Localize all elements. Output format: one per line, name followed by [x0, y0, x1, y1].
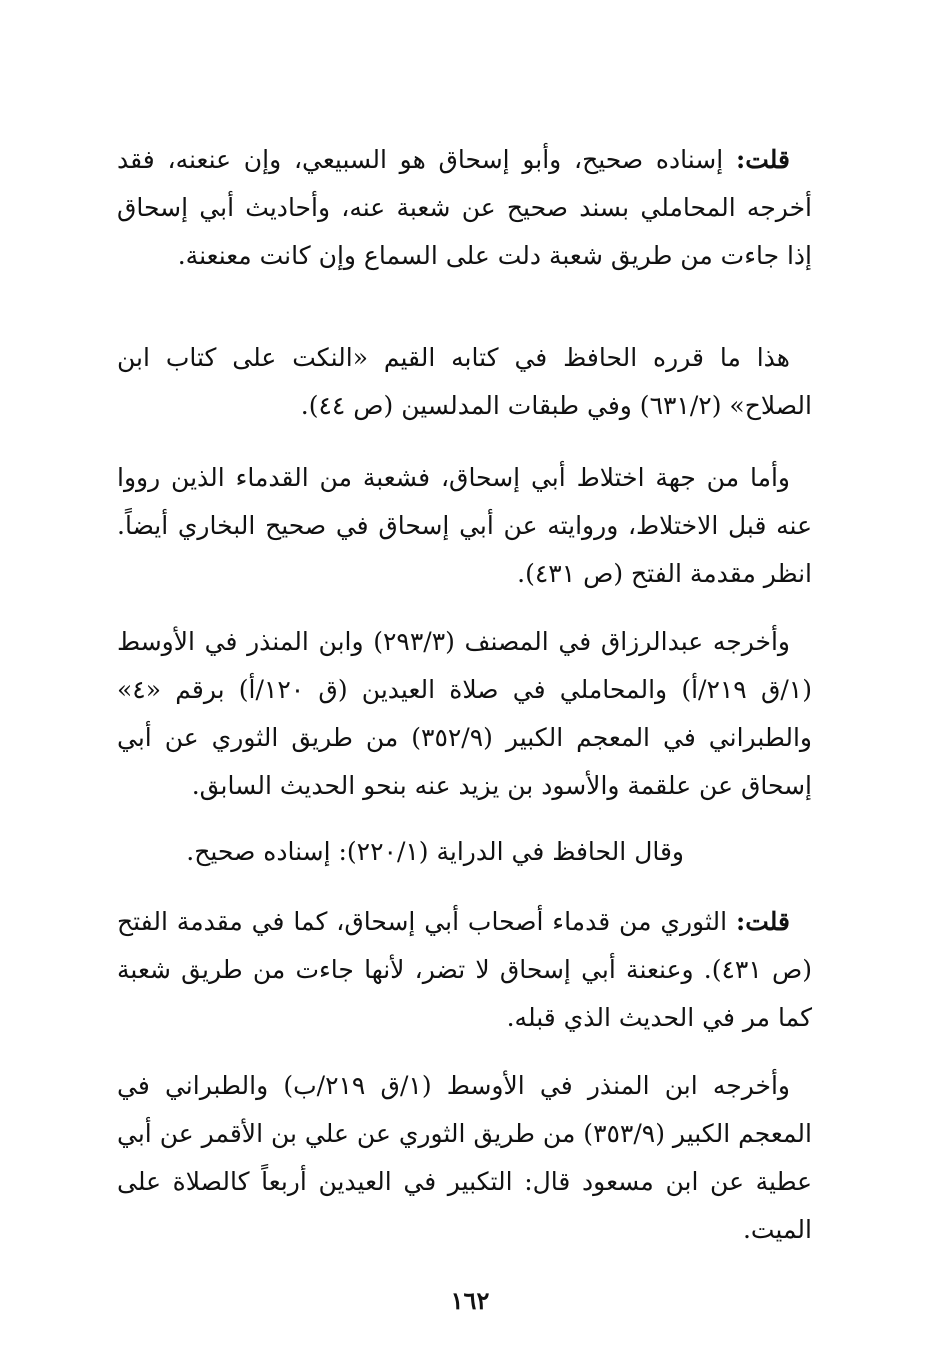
page-number: ١٦٢	[450, 1286, 490, 1315]
paragraph-3	[117, 454, 812, 598]
paragraph-7	[117, 1062, 812, 1254]
paragraph-text: وأما من جهة اختلاط أبي إسحاق، فشعبة من القدماء الذين رووا عنه قبل الاختلاط، وروايته عن أبي إسحاق في صحيح البخاري أيضاً. انظر مقدمة الفتح (ص ٤٣١).	[117, 463, 812, 588]
paragraph-text: إسناده صحيح، وأبو إسحاق هو السبيعي، وإن عنعنه، فقد أخرجه المحاملي بسند صحيح عن شعبة عنه، وأحاديث أبي إسحاق إذا جاءت من طريق شعبة دلت على السماع وإن كانت معنعنة.	[117, 145, 812, 270]
paragraph-2	[117, 334, 812, 430]
paragraph-5	[117, 828, 812, 876]
paragraph-text: الثوري من قدماء أصحاب أبي إسحاق، كما في مقدمة الفتح (ص ٤٣١). وعنعنة أبي إسحاق لا تضر، لأنها جاءت من طريق شعبة كما مر في الحديث الذي قبله.	[117, 907, 812, 1032]
paragraph-text: وأخرجه ابن المنذر في الأوسط (١/ق ٢١٩/ب) والطبراني في المعجم الكبير (٣٥٣/٩) من طريق الثوري عن علي بن الأقمر عن أبي عطية عن ابن مسعود قال: التكبير في العيدين أربعاً كالصلاة على الميت.	[117, 1071, 812, 1244]
paragraph-lead: قلت:	[735, 145, 790, 174]
paragraph-1	[117, 136, 812, 280]
paragraph-text: وأخرجه عبدالرزاق في المصنف (٢٩٣/٣) وابن المنذر في الأوسط (١/ق ٢١٩/أ) والمحاملي في صلاة العيدين (ق ١٢٠/أ) برقم «٤» والطبراني في المعجم الكبير (٣٥٢/٩) من طريق الثوري عن أبي إسحاق عن علقمة والأسود بن يزيد عنه بنحو الحديث السابق.	[117, 627, 813, 800]
paragraph-6	[117, 898, 812, 1042]
paragraph-text: وقال الحافظ في الدراية (٢٢٠/١): إسناده صحيح.	[186, 837, 684, 866]
paragraph-lead: قلت:	[735, 907, 790, 936]
paragraph-4	[117, 618, 812, 810]
paragraph-text: هذا ما قرره الحافظ في كتابه القيم «النكت على كتاب ابن الصلاح» (٦٣١/٢) وفي طبقات المدلسين (ص ٤٤).	[117, 343, 812, 420]
